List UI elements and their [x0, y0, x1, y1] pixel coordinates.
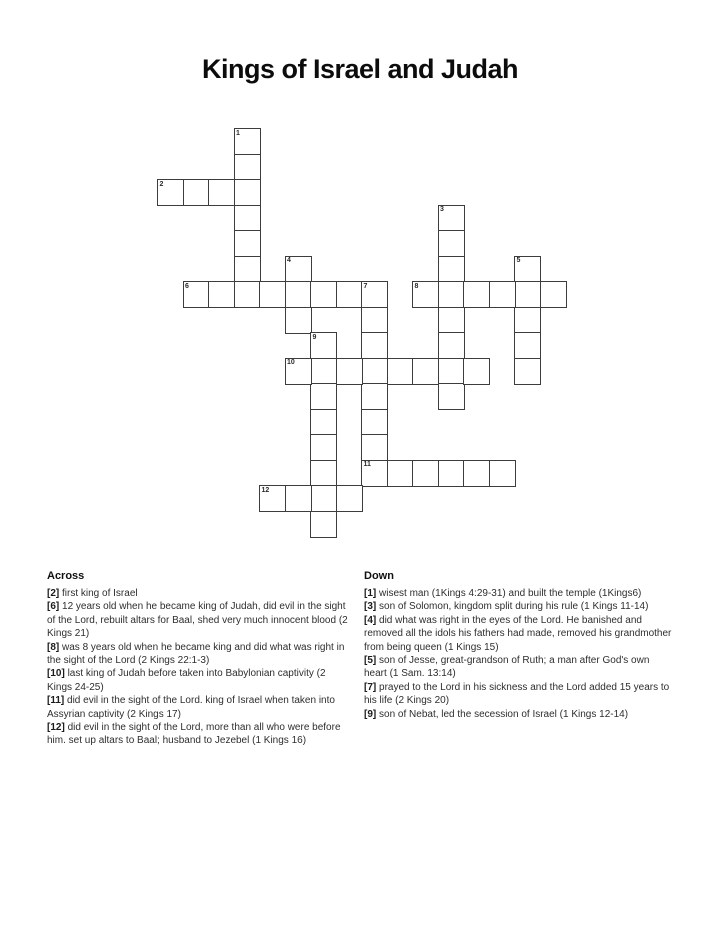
grid-cell[interactable]: [514, 256, 541, 283]
grid-cell[interactable]: [438, 307, 465, 334]
grid-cell[interactable]: [463, 281, 490, 308]
clue-across-11: [47, 694, 350, 721]
grid-cell[interactable]: [336, 485, 363, 512]
cell-number: 7: [363, 282, 368, 290]
grid-cell[interactable]: [259, 485, 286, 512]
grid-cell[interactable]: [208, 179, 235, 206]
cell-number: 11: [363, 461, 371, 468]
grid-cell[interactable]: [514, 332, 541, 359]
grid-cell[interactable]: [438, 256, 465, 283]
down-clues-column: [364, 570, 674, 721]
grid-cell[interactable]: [285, 485, 312, 512]
grid-cell[interactable]: [310, 511, 337, 538]
cell-number: 1: [236, 129, 240, 137]
clue-number: [7]: [364, 681, 377, 693]
clue-text: was 8 years old when he became king and did what was right in the sight of the Lord (2 Kings 22:1-3): [47, 641, 345, 667]
grid-cell[interactable]: [438, 383, 465, 410]
clue-number: [11]: [47, 695, 65, 707]
clue-text: son of Nebat, led the secession of Israel (1 Kings 12-14): [379, 708, 629, 720]
cell-number: 8: [414, 282, 419, 290]
clue-text: did evil in the sight of the Lord, more than all who were before him. set up altars to Baal; husband to Jezebel (1 Kings 16): [47, 722, 341, 747]
clue-text: last king of Judah before taken into Babylonian captivity (2 Kings 24-25): [47, 668, 326, 693]
grid-cell[interactable]: [361, 358, 388, 385]
grid-cell[interactable]: [285, 307, 312, 334]
cell-number: 2: [159, 180, 164, 188]
clue-across-12: [47, 721, 350, 748]
grid-cell[interactable]: [412, 460, 439, 487]
clue-text: prayed to the Lord in his sickness and the Lord added 15 years to his life (2 Kings 20): [364, 681, 670, 707]
grid-cell[interactable]: [183, 179, 210, 206]
clue-text: 12 years old when he became king of Judah, did evil in the sight of the Lord, rebuilt altars for Baal, shed very much innocent blood (2 Kings 21): [47, 601, 348, 640]
cell-number: 6: [185, 282, 189, 290]
grid-cell[interactable]: [361, 281, 388, 308]
across-clue-list: [47, 587, 350, 748]
crossword-grid: [157, 128, 567, 538]
grid-cell[interactable]: [234, 256, 261, 283]
grid-cell[interactable]: [514, 358, 541, 385]
clue-text: son of Jesse, great-grandson of Ruth; a man after God's own heart (1 Sam. 13:14): [364, 655, 650, 680]
clue-down-9: [364, 708, 674, 721]
grid-cell[interactable]: [361, 383, 388, 410]
grid-cell[interactable]: [310, 358, 337, 385]
grid-cell[interactable]: [234, 281, 261, 308]
grid-cell[interactable]: [336, 281, 363, 308]
clue-down-1: [364, 587, 674, 600]
grid-cell[interactable]: [310, 281, 337, 308]
grid-cell[interactable]: [285, 256, 312, 283]
grid-cell[interactable]: [310, 460, 337, 487]
cell-number: 4: [287, 257, 291, 264]
cell-number: 5: [516, 257, 521, 264]
grid-cell[interactable]: [438, 281, 465, 308]
clue-number: [8]: [47, 641, 60, 653]
grid-cell[interactable]: [310, 409, 337, 436]
cell-number: 12: [261, 486, 270, 494]
grid-cell[interactable]: [285, 281, 312, 308]
clue-number: [4]: [364, 614, 377, 626]
grid-cell[interactable]: [361, 332, 388, 359]
grid-cell[interactable]: [310, 434, 337, 461]
cell-number: 10: [287, 359, 295, 366]
grid-cell[interactable]: [540, 281, 567, 308]
grid-cell[interactable]: [387, 358, 414, 385]
clue-text: first king of Israel: [62, 588, 138, 599]
grid-cell[interactable]: [208, 281, 235, 308]
cell-number: 9: [312, 333, 317, 341]
clue-text: did evil in the sight of the Lord. king of Israel when taken into Assyrian captivity (2 Kings 17): [47, 695, 335, 720]
grid-cell[interactable]: [463, 358, 490, 385]
clue-number: [3]: [364, 601, 377, 613]
clue-across-10: [47, 667, 350, 694]
clue-number: [1]: [364, 588, 377, 599]
down-clue-list: [364, 587, 674, 721]
clue-down-4: [364, 614, 674, 654]
grid-cell[interactable]: [412, 281, 439, 308]
grid-cell[interactable]: [463, 460, 490, 487]
clue-down-3: [364, 600, 674, 613]
clue-across-2: [47, 587, 350, 600]
grid-cell[interactable]: [361, 460, 388, 487]
grid-cell[interactable]: [336, 358, 363, 385]
clue-number: [9]: [364, 708, 377, 720]
grid-cell[interactable]: [234, 205, 261, 232]
grid-cell[interactable]: [259, 281, 286, 308]
grid-cell[interactable]: [234, 154, 261, 181]
clue-text: wisest man (1Kings 4:29-31) and built the temple (1Kings6): [379, 588, 642, 599]
clue-down-5: [364, 654, 674, 681]
grid-cell[interactable]: [438, 460, 465, 487]
grid-cell[interactable]: [438, 230, 465, 257]
clue-number: [2]: [47, 588, 60, 599]
across-header: Across: [47, 570, 85, 582]
clue-number: [5]: [364, 655, 377, 667]
cell-number: 3: [440, 206, 444, 213]
clue-across-6: [47, 600, 350, 640]
clue-across-8: [47, 641, 350, 668]
clue-down-7: [364, 681, 674, 708]
grid-cell[interactable]: [438, 205, 465, 232]
clue-number: [6]: [47, 601, 60, 613]
grid-cell[interactable]: [361, 434, 388, 461]
clue-text: did what was right in the eyes of the Lord. He banished and removed all the idols his fathers had made, removed his grandmother from being queen (1 Kings 15): [364, 614, 672, 653]
puzzle-title: Kings of Israel and Judah: [201, 54, 519, 84]
grid-cell[interactable]: [412, 358, 439, 385]
grid-cell[interactable]: [361, 307, 388, 334]
clue-number: [12]: [47, 722, 65, 734]
grid-cell[interactable]: [183, 281, 210, 308]
clue-number: [10]: [47, 668, 65, 680]
grid-cell[interactable]: [514, 307, 541, 334]
grid-cell[interactable]: [489, 460, 516, 487]
grid-cell[interactable]: [234, 179, 261, 206]
grid-cell[interactable]: [310, 485, 337, 512]
grid-cell[interactable]: [310, 383, 337, 410]
grid-cell[interactable]: [285, 358, 312, 385]
down-header: Down: [364, 570, 394, 582]
grid-cell[interactable]: [310, 332, 337, 359]
grid-cell[interactable]: [234, 128, 261, 155]
grid-cell[interactable]: [234, 230, 261, 257]
grid-cell[interactable]: [361, 409, 388, 436]
grid-cell[interactable]: [489, 281, 516, 308]
grid-cell[interactable]: [438, 332, 465, 359]
grid-cell[interactable]: [438, 358, 465, 385]
clue-text: son of Solomon, kingdom split during his rule (1 Kings 11-14): [379, 601, 649, 613]
grid-cell[interactable]: [514, 281, 541, 308]
grid-cell[interactable]: [387, 460, 414, 487]
grid-cell[interactable]: [157, 179, 184, 206]
across-clues-column: [47, 570, 350, 748]
